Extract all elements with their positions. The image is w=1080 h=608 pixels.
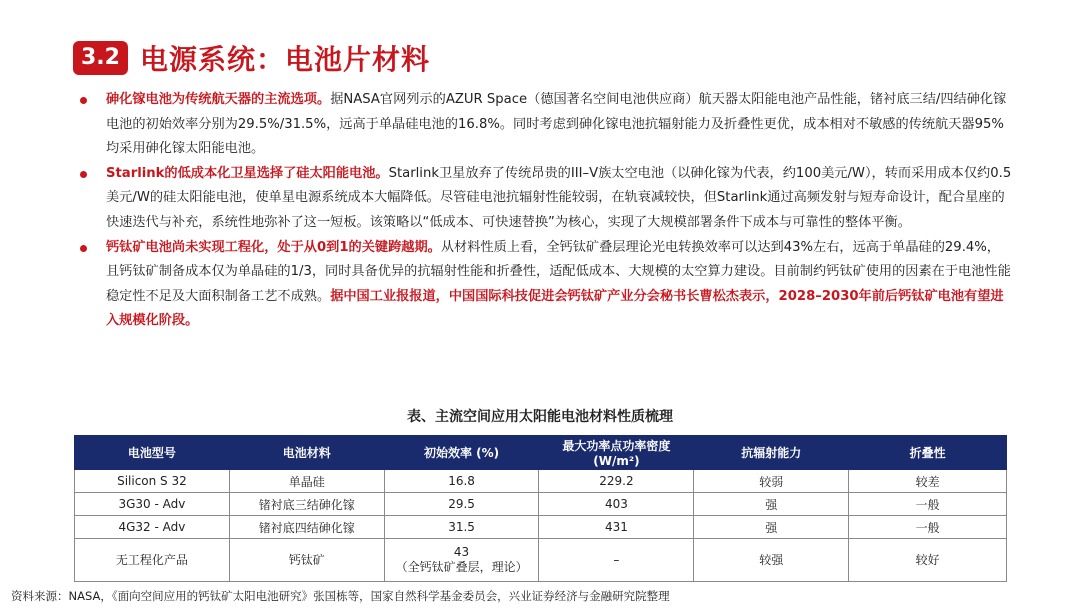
page-title: 电源系统：电池片材料: [139, 43, 430, 76]
bullet-starlink: [78, 162, 1013, 236]
bullet-gaas: [78, 88, 1013, 162]
table-row: [75, 493, 1007, 516]
table-caption: 表、主流空间应用太阳能电池材料性质梳理: [407, 409, 673, 425]
table-cell: 一般: [849, 516, 1007, 539]
section-number-badge: 3.2: [73, 41, 128, 75]
bullet-tail: 据中国工业报报道，中国国际科技促进会钙钛矿产业分会秘书长曹松杰表示，2028–2030年前后钙钛矿电池有望进入规模化阶段。: [106, 288, 1004, 329]
table-cell: 强: [694, 493, 849, 516]
table-cell: 403: [539, 493, 694, 516]
header-cell: 折叠性: [849, 436, 1007, 470]
table-cell: 无工程化产品: [75, 539, 230, 582]
table-cell: Silicon S 32: [75, 470, 230, 493]
table-cell: 4G32 - Adv: [75, 516, 230, 539]
materials-table: [74, 435, 1007, 582]
section-header: [73, 40, 430, 76]
table-cell: –: [539, 539, 694, 582]
header-cell: 电池材料: [229, 436, 384, 470]
bullet-body: 据NASA官网列示的AZUR Space（德国著名空间电池供应商）航天器太阳能电池产品性能，锗衬底三结/四结砷化镓电池的初始效率分别为29.5%/31.5%，远高于单晶硅电池的16.8%。同时考虑到砷化镓电池抗辐射能力及折叠性更优，成本相对不敏感的传统航天器95%均采用砷化镓太阳能电池。: [106, 92, 1007, 157]
table-cell: 强: [694, 516, 849, 539]
header-cell: 最大功率点功率密度 (W/m²): [539, 436, 694, 470]
table-cell: 31.5: [384, 516, 539, 539]
table-cell: 16.8: [384, 470, 539, 493]
table-cell: 3G30 - Adv: [75, 493, 230, 516]
table-cell: 较好: [849, 539, 1007, 582]
table-cell: 锗衬底三结砷化镓: [229, 493, 384, 516]
table-row: [75, 539, 1007, 582]
table-cell: 29.5: [384, 493, 539, 516]
bullet-list: [78, 88, 1013, 334]
bullet-body: Starlink卫星放弃了传统昂贵的III–V族太空电池（以砷化镓为代表，约100美元/W），转而采用成本仅约0.5美元/W的硅太阳能电池，使单星电源系统成本大幅降低。尽管硅电池抗辐射性能较弱，在轨衰减较快，但Starlink通过高频发射与短寿命设计，配合星座的快速迭代与补充，系统性地弥补了这一短板。该策略以“低成本、可快速替换”为核心，实现了大规模部署条件下成本与可靠性的整体平衡。: [106, 165, 1012, 230]
header-cell: 抗辐射能力: [694, 436, 849, 470]
header-cell: 电池型号: [75, 436, 230, 470]
source-note: 资料来源：NASA，《面向空间应用的钙钛矿太阳电池研究》张国栋等，国家自然科学基金委员会，兴业证券经济与金融研究院整理: [11, 589, 670, 603]
table-cell: 较强: [694, 539, 849, 582]
table-row: [75, 516, 1007, 539]
cell-value: 43: [453, 545, 470, 559]
table-cell: 229.2: [539, 470, 694, 493]
bullet-body: 从材料性质上看，全钙钛矿叠层理论光电转换效率可以达到43%左右，远高于单晶硅的29.4%，且钙钛矿制备成本仅为单晶硅的1/3，同时具备优异的抗辐射性能和折叠性，适配低成本、大规模的太空算力建设。目前制约钙钛矿使用的因素在于电池性能稳定性不足及大面积制备工艺不成熟。: [106, 239, 1011, 304]
table-cell: [384, 539, 539, 582]
bullet-lead: Starlink的低成本化卫星选择了硅太阳能电池。: [106, 165, 389, 181]
table-cell: 单晶硅: [229, 470, 384, 493]
header-cell: 初始效率 (%): [384, 436, 539, 470]
bullet-lead: 砷化镓电池为传统航天器的主流选项。: [106, 92, 331, 107]
table-cell: 一般: [849, 493, 1007, 516]
bullet-perovskite: [78, 236, 1013, 334]
table-cell: 锗衬底四结砷化镓: [229, 516, 384, 539]
bullet-lead: 钙钛矿电池尚未实现工程化，处于从0到1的关键跨越期。: [106, 239, 441, 255]
cell-note: （全钙钛矿叠层，理论）: [395, 560, 528, 574]
table-row: [75, 470, 1007, 493]
table-cell: 较差: [849, 470, 1007, 493]
table-cell: 较弱: [694, 470, 849, 493]
table-cell: 钙钛矿: [229, 539, 384, 582]
table-cell: 431: [539, 516, 694, 539]
table-header-row: [75, 436, 1007, 470]
